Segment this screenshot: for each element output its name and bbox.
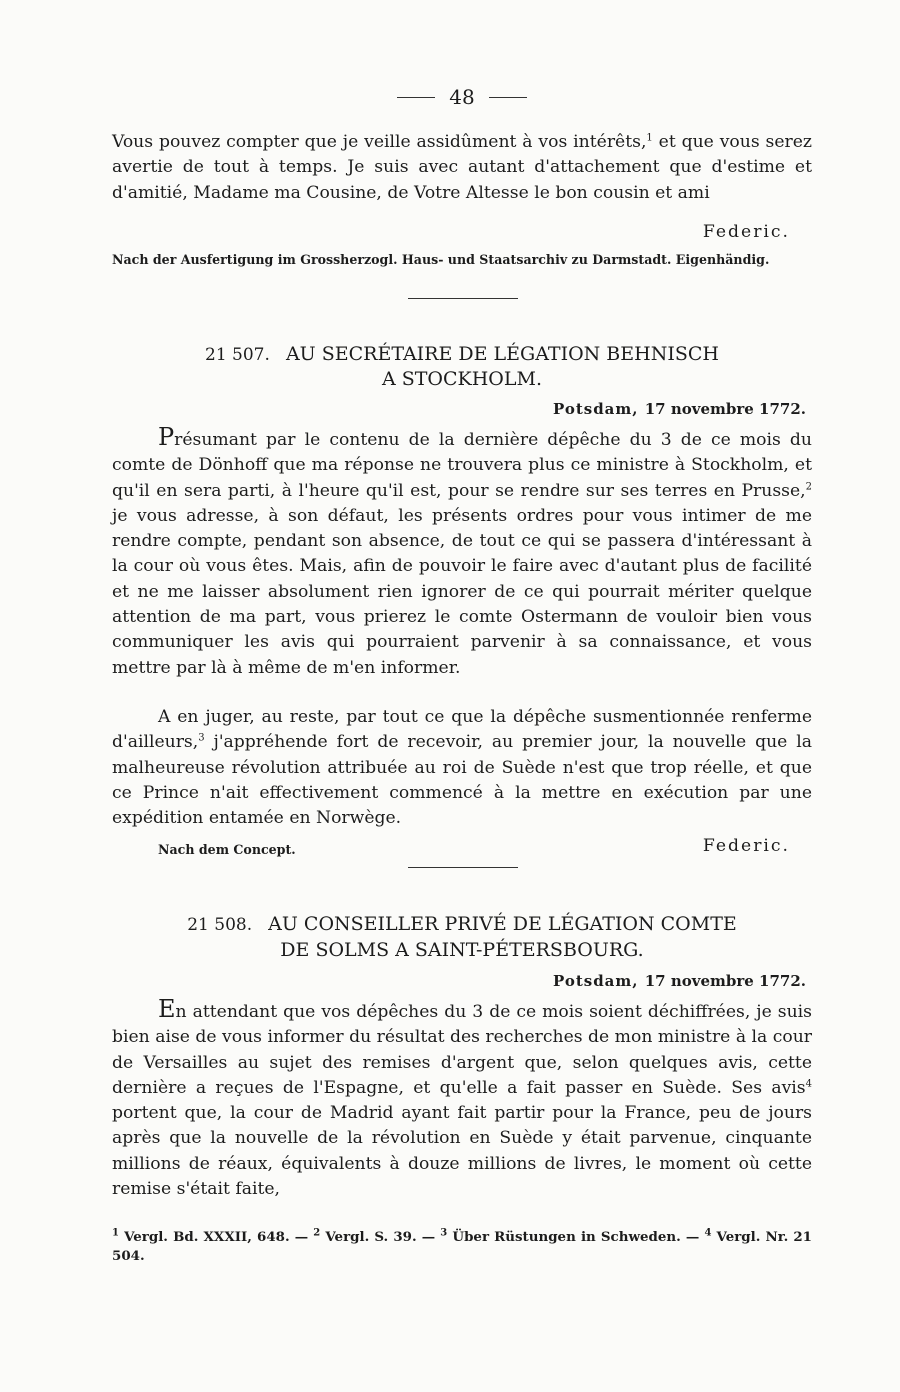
letter1-title-line2: A STOCKHOLM. [381, 368, 542, 390]
footnote-1-marker: 1 [112, 1227, 119, 1239]
footnotes [112, 1228, 812, 1266]
letter2-title-line2: DE SOLMS A SAINT-PÉTERSBOURG. [280, 939, 644, 961]
letter1-p1-text-a: résumant par le contenu de la dernière dépêche du 3 de ce mois du comte de Dönhoff que ma réponse ne trouvera plus ce ministre à Stockholm, et qu'il en sera parti, à l'heure qu'il est, pour se rendre sur ses terres en Prusse, [112, 430, 812, 501]
intro-paragraph [112, 130, 812, 206]
page-header [112, 82, 812, 112]
footnote-marker-3: 3 [198, 732, 205, 744]
header-rule-left [397, 97, 435, 98]
footnote-3-marker: 3 [440, 1227, 448, 1239]
letter1-p2-text-b: j'appréhende fort de recevoir, au premier jour, la nouvelle que la malheureuse révolution attribuée au roi de Suède n'est que trop réelle, et que ce Prince n'ait effectivement commencé à la mettre en exécution par une expédition entamée en Norwège. [112, 732, 812, 829]
letter1-signature: Federic. [702, 836, 790, 856]
footnote-marker-2: 2 [805, 480, 812, 492]
separator-rule-2 [408, 867, 518, 868]
letter1-place: Potsdam, [552, 400, 639, 418]
letter1-paragraph-2 [112, 705, 812, 831]
intro-source-note: Nach der Ausfertigung im Grossherzogl. Haus- und Staatsarchiv zu Darmstadt. Eigenhändig. [112, 252, 770, 267]
letter2-date: 17 novembre 1772. [644, 972, 806, 990]
letter1-title-line1: AU SECRÉTAIRE DE LÉGATION BEHNISCH [285, 343, 719, 365]
footnote-2-text: Vergl. S. 39. — [320, 1229, 441, 1245]
letter2-heading [112, 912, 812, 938]
letter2-paragraph-1 [112, 997, 812, 1202]
letter2-p1-text-a: n attendant que vos dépêches du 3 de ce mois soient déchiffrées, je suis bien aise de vous informer du résultat des recherches de mon ministre à la cour de Versailles au sujet des remises d'argent que, selon quelques avis, cette dernière a reçues de l'Espagne, et qu'elle a fait passer en Suède. Ses avis [112, 1002, 812, 1098]
header-rule-right [489, 97, 527, 98]
letter2-dateline [553, 972, 806, 990]
letter2-p1-text-b: portent que, la cour de Madrid ayant fait partir pour la France, peu de jours après que la nouvelle de la révolution en Suède y était parvenue, cinquante millions de réaux, équivalents à douze millions de livres, le moment où cette remise s'était faite, [112, 1103, 812, 1200]
page-number: 48 [449, 85, 475, 109]
footnote-4-text: Vergl. Nr. 21 504. [112, 1229, 812, 1264]
letter1-source-note: Nach dem Concept. [158, 842, 296, 857]
letter2-number: 21 508. [187, 915, 253, 935]
letter1-dateline [553, 400, 806, 418]
footnote-marker-1: 1 [646, 132, 653, 144]
letter1-number: 21 507. [205, 345, 270, 365]
letter1-initial: P [158, 423, 175, 451]
footnote-1-text: Vergl. Bd. XXXII, 648. — [118, 1229, 314, 1245]
letter1-paragraph-1 [112, 425, 812, 681]
letter1-date: 17 novembre 1772. [644, 400, 806, 418]
intro-text-a: Vous pouvez compter que je veille assidûment à vos intérêts, [112, 132, 647, 152]
footnote-2-marker: 2 [313, 1227, 321, 1239]
letter1-p1-text-b: je vous adresse, à son défaut, les présents ordres pour vous intimer de me rendre compte, pendant son absence, de tout ce qui se passera d'intéressant à la cour où vous êtes. Mais, afin de pouvoir le faire avec d'autant plus de facilité et ne me laisser absolument rien ignorer de ce qui pourrait mériter quelque attention de ma part, vous prierez le comte Ostermann de vouloir bien vous communiquer les avis qui pourraient parvenir à sa connaissance, et vous mettre par là à même de m'en informer. [112, 505, 812, 678]
letter1-p2-text-a: A en juger, au reste, par tout ce que la dépêche susmentionnée renferme d'ailleurs, [112, 707, 812, 753]
intro-signature: Federic. [702, 222, 790, 242]
footnote-3-text: Über Rüstungen in Schweden. — [447, 1229, 705, 1245]
separator-rule-1 [408, 298, 518, 299]
intro-text-b: et que vous serez avertie de tout à temps. Je suis avec autant d'attachement que d'estime et d'amitié, Madame ma Cousine, de Votre Altesse le bon cousin et ami [112, 132, 812, 203]
footnote-marker-4: 4 [805, 1078, 812, 1090]
letter2-place: Potsdam, [552, 972, 639, 990]
letter2-title-line1: AU CONSEILLER PRIVÉ DE LÉGATION COMTE [268, 913, 737, 935]
letter1-heading [112, 342, 812, 368]
footnote-4-marker: 4 [704, 1227, 712, 1239]
letter2-initial: E [158, 995, 176, 1023]
